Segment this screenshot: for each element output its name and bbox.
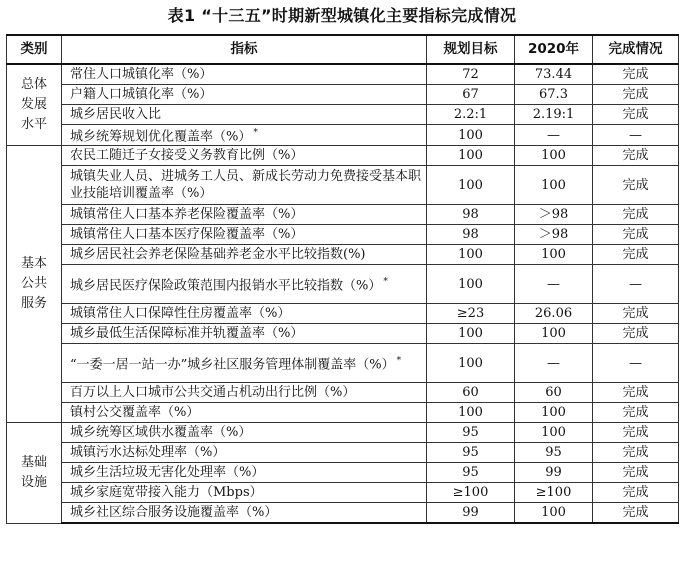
status-cell: — xyxy=(593,344,679,383)
header-year-2020: 2020年 xyxy=(515,35,593,64)
indicator-name-cell xyxy=(62,205,427,225)
indicator-name-cell xyxy=(62,166,427,205)
indicator-name-cell xyxy=(62,403,427,423)
status-cell: 完成 xyxy=(593,463,679,483)
status-cell: 完成 xyxy=(593,503,679,524)
table-row xyxy=(7,483,679,503)
indicator-name: 常住人口城镇化率（%） xyxy=(70,67,213,82)
indicator-name: 城乡社区综合服务设施覆盖率（%） xyxy=(70,505,278,521)
target-cell: 100 xyxy=(427,265,515,304)
table-row xyxy=(7,443,679,463)
year-2020-cell: — xyxy=(515,265,593,304)
indicator-name: 城镇常住人口保障性住房覆盖率（%） xyxy=(70,306,291,322)
indicator-name-cell xyxy=(62,503,427,524)
status-cell: 完成 xyxy=(593,443,679,463)
indicator-name: 百万以上人口城市公共交通占机动出行比例（%） xyxy=(70,385,356,401)
indicator-name-cell xyxy=(62,383,427,403)
year-2020-cell: 26.06 xyxy=(515,304,593,324)
indicator-name: 城镇失业人员、进城务工人员、新成长劳动力免费接受基本职业技能培训覆盖率（%） xyxy=(70,169,422,202)
indicator-name: “一委一居一站一办”城乡社区服务管理体制覆盖率（%） xyxy=(70,357,395,373)
table-row xyxy=(7,125,679,146)
year-2020-cell: ≥100 xyxy=(515,483,593,503)
indicator-name-cell xyxy=(62,265,427,304)
asterisk-note-mark: * xyxy=(253,128,258,138)
indicator-name-cell xyxy=(62,245,427,265)
indicator-name-cell xyxy=(62,146,427,166)
target-cell: 100 xyxy=(427,324,515,344)
indicator-name-cell xyxy=(62,443,427,463)
indicator-table xyxy=(6,34,679,524)
indicator-name: 城镇污水达标处理率（%） xyxy=(70,445,226,461)
indicator-name-cell xyxy=(62,225,427,245)
header-status: 完成情况 xyxy=(593,35,679,64)
category-overall-development: 总体 发展 水平 xyxy=(7,64,62,146)
category-public-services: 基本 公共 服务 xyxy=(7,146,62,423)
indicator-name: 镇村公交覆盖率（%） xyxy=(70,405,200,421)
table-row xyxy=(7,463,679,483)
target-cell: 95 xyxy=(427,423,515,443)
indicator-name: 城乡统筹规划优化覆盖率（%） xyxy=(70,129,252,145)
indicator-name: 城乡居民医疗保险政策范围内报销水平比较指数（%） xyxy=(70,278,382,294)
target-cell: ≥23 xyxy=(427,304,515,324)
table-row xyxy=(7,64,679,85)
table-row xyxy=(7,205,679,225)
target-cell: 100 xyxy=(427,245,515,265)
table-row xyxy=(7,85,679,105)
indicator-name-cell xyxy=(62,105,427,125)
indicator-name: 城镇常住人口基本养老保险覆盖率（%） xyxy=(70,207,304,223)
indicator-name: 农民工随迁子女接受义务教育比例（%） xyxy=(70,148,304,164)
status-cell: 完成 xyxy=(593,403,679,423)
indicator-name: 城乡生活垃圾无害化处理率（%） xyxy=(70,465,265,481)
target-cell: 95 xyxy=(427,443,515,463)
indicator-name-cell xyxy=(62,344,427,383)
status-cell: 完成 xyxy=(593,205,679,225)
year-2020-cell: — xyxy=(515,125,593,146)
indicator-name-cell xyxy=(62,483,427,503)
indicator-name-cell xyxy=(62,463,427,483)
indicator-name: 城乡统筹区域供水覆盖率（%） xyxy=(70,425,252,441)
target-cell: 100 xyxy=(427,344,515,383)
asterisk-note-mark: * xyxy=(396,356,402,367)
target-cell: 2.2:1 xyxy=(427,105,515,125)
table-body xyxy=(7,64,679,523)
status-cell: 完成 xyxy=(593,383,679,403)
year-2020-cell: 100 xyxy=(515,503,593,524)
year-2020-cell: 100 xyxy=(515,245,593,265)
year-2020-cell: 60 xyxy=(515,383,593,403)
table-row xyxy=(7,166,679,205)
status-cell: 完成 xyxy=(593,64,679,85)
status-cell: 完成 xyxy=(593,245,679,265)
year-2020-cell: 100 xyxy=(515,146,593,166)
year-2020-cell: 2.19:1 xyxy=(515,105,593,125)
target-cell: 72 xyxy=(427,64,515,85)
target-cell: 98 xyxy=(427,205,515,225)
year-2020-cell: 100 xyxy=(515,423,593,443)
header-indicator: 指标 xyxy=(62,35,427,64)
year-2020-cell: 95 xyxy=(515,443,593,463)
table-row xyxy=(7,423,679,443)
target-cell: 67 xyxy=(427,85,515,105)
table-row xyxy=(7,105,679,125)
status-cell: 完成 xyxy=(593,85,679,105)
target-cell: 95 xyxy=(427,463,515,483)
table-row xyxy=(7,503,679,524)
target-cell: 100 xyxy=(427,125,515,146)
table-row xyxy=(7,344,679,383)
status-cell: 完成 xyxy=(593,105,679,125)
indicator-name-cell xyxy=(62,85,427,105)
target-cell: 100 xyxy=(427,166,515,205)
status-cell: — xyxy=(593,265,679,304)
status-cell: 完成 xyxy=(593,304,679,324)
target-cell: 98 xyxy=(427,225,515,245)
table-row xyxy=(7,225,679,245)
year-2020-cell: ＞98 xyxy=(515,225,593,245)
table-row xyxy=(7,146,679,166)
table-row xyxy=(7,265,679,304)
status-cell: 完成 xyxy=(593,423,679,443)
status-cell: 完成 xyxy=(593,166,679,205)
table-row xyxy=(7,324,679,344)
indicator-name: 户籍人口城镇化率（%） xyxy=(70,87,213,102)
target-cell: 100 xyxy=(427,146,515,166)
header-row xyxy=(7,35,679,64)
status-cell: 完成 xyxy=(593,225,679,245)
target-cell: 99 xyxy=(427,503,515,524)
indicator-name: 城乡家庭宽带接入能力（Mbps） xyxy=(70,485,263,501)
indicator-name-cell xyxy=(62,324,427,344)
target-cell: 100 xyxy=(427,403,515,423)
table-title: 表1 “十三五”时期新型城镇化主要指标完成情况 xyxy=(167,6,517,25)
indicator-name-cell xyxy=(62,64,427,85)
status-cell: 完成 xyxy=(593,483,679,503)
target-cell: 60 xyxy=(427,383,515,403)
target-cell: ≥100 xyxy=(427,483,515,503)
status-cell: 完成 xyxy=(593,324,679,344)
indicator-name: 城乡最低生活保障标准并轨覆盖率（%） xyxy=(70,326,304,342)
indicator-name: 城乡居民收入比 xyxy=(70,107,162,122)
table-row xyxy=(7,383,679,403)
table-row xyxy=(7,304,679,324)
year-2020-cell: 100 xyxy=(515,324,593,344)
status-cell: 完成 xyxy=(593,146,679,166)
year-2020-cell: 73.44 xyxy=(515,64,593,85)
indicator-name-cell xyxy=(62,304,427,324)
table-row xyxy=(7,245,679,265)
indicator-name: 城镇常住人口基本医疗保险覆盖率（%） xyxy=(70,227,304,243)
header-category: 类别 xyxy=(7,35,62,64)
year-2020-cell: ＞98 xyxy=(515,205,593,225)
indicator-name-cell xyxy=(62,125,427,146)
header-target: 规划目标 xyxy=(427,35,515,64)
indicator-name: 城乡居民社会养老保险基础养老金水平比较指数(%) xyxy=(70,247,366,263)
status-cell: — xyxy=(593,125,679,146)
asterisk-note-mark: * xyxy=(383,277,388,288)
table-row xyxy=(7,403,679,423)
year-2020-cell: 67.3 xyxy=(515,85,593,105)
year-2020-cell: 100 xyxy=(515,166,593,205)
year-2020-cell: 99 xyxy=(515,463,593,483)
indicator-name-cell xyxy=(62,423,427,443)
year-2020-cell: — xyxy=(515,344,593,383)
year-2020-cell: 100 xyxy=(515,403,593,423)
category-infrastructure: 基础 设施 xyxy=(7,423,62,524)
